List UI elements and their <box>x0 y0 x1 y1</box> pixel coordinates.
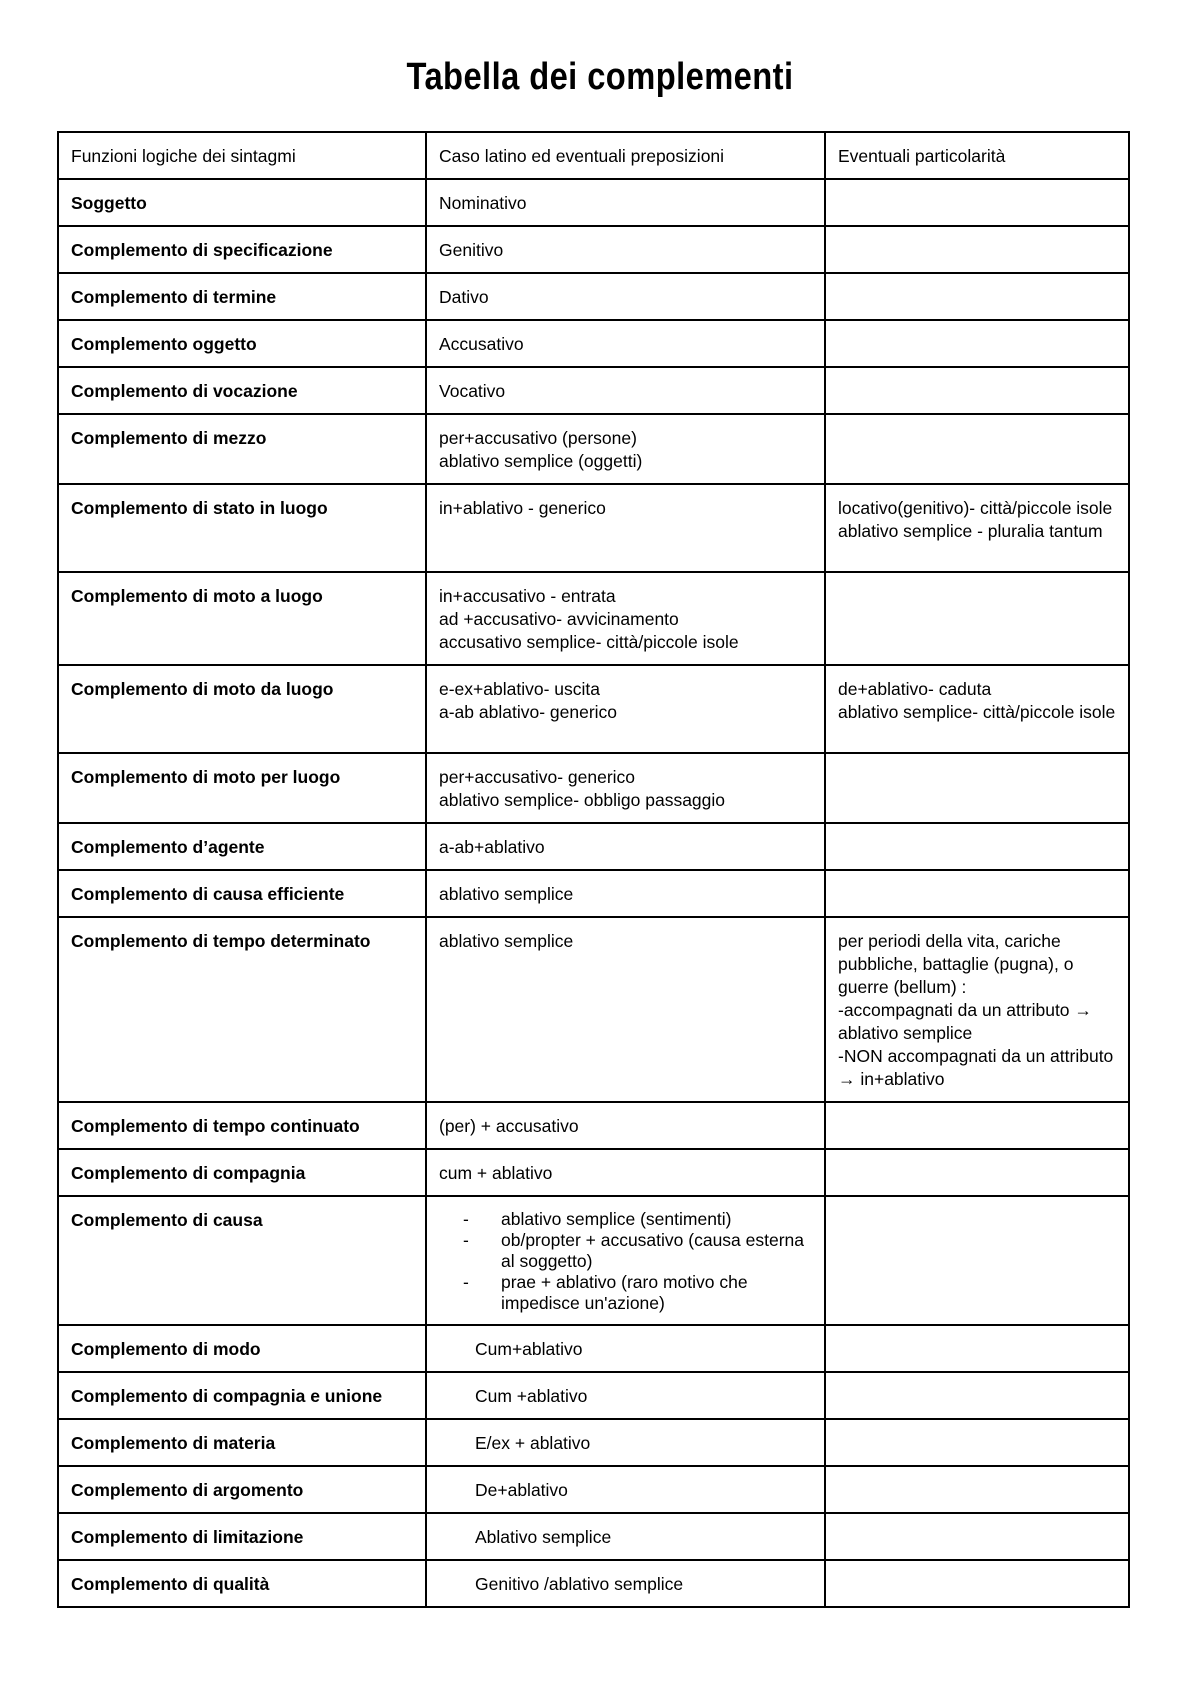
table-row <box>58 1372 1129 1419</box>
notes-cell <box>825 1419 1129 1466</box>
notes-cell <box>825 870 1129 917</box>
function-cell: Complemento di moto da luogo <box>58 665 426 753</box>
function-cell: Complemento di argomento <box>58 1466 426 1513</box>
case-line: Vocativo <box>439 381 506 401</box>
case-line: Genitivo /ablativo semplice <box>475 1574 684 1594</box>
notes-cell <box>825 753 1129 823</box>
notes-cell <box>825 367 1129 414</box>
case-line: accusativo semplice- città/piccole isole <box>439 632 739 652</box>
case-line: in+accusativo - entrata <box>439 586 616 606</box>
table-row <box>58 753 1129 823</box>
case-line: Dativo <box>439 287 489 307</box>
notes-cell <box>825 226 1129 273</box>
function-cell: Complemento di termine <box>58 273 426 320</box>
case-list-item: - ob/propter + accusativo (causa esterna al soggetto) <box>463 1230 814 1272</box>
function-cell: Complemento di specificazione <box>58 226 426 273</box>
notes-cell <box>825 1513 1129 1560</box>
case-line: ablativo semplice <box>439 931 574 951</box>
case-cell <box>426 367 825 414</box>
case-cell <box>426 179 825 226</box>
table-header-row <box>58 132 1129 179</box>
notes-cell <box>825 1102 1129 1149</box>
table-row <box>58 665 1129 753</box>
note-line: per periodi della vita, cariche pubbliche, battaglie (pugna), o guerre (bellum) : <box>838 931 1074 997</box>
notes-cell <box>825 1560 1129 1607</box>
table-row <box>58 1149 1129 1196</box>
table-row <box>58 1196 1129 1325</box>
table-row <box>58 1466 1129 1513</box>
case-cell <box>426 1560 825 1607</box>
case-cell <box>426 572 825 665</box>
notes-cell <box>825 665 1129 753</box>
table-row <box>58 1419 1129 1466</box>
function-cell: Complemento di stato in luogo <box>58 484 426 572</box>
table-row <box>58 917 1129 1102</box>
function-cell: Complemento di compagnia <box>58 1149 426 1196</box>
function-cell: Complemento oggetto <box>58 320 426 367</box>
case-cell <box>426 1466 825 1513</box>
function-cell: Soggetto <box>58 179 426 226</box>
header-cell: Eventuali particolarità <box>825 132 1129 179</box>
note-line: -accompagnati da un attributo → ablativo semplice <box>838 1000 1092 1043</box>
case-cell <box>426 1513 825 1560</box>
notes-cell <box>825 1149 1129 1196</box>
function-cell: Complemento di causa <box>58 1196 426 1325</box>
function-cell: Complemento di modo <box>58 1325 426 1372</box>
case-cell <box>426 484 825 572</box>
notes-cell <box>825 823 1129 870</box>
note-line: -NON accompagnati da un attributo → in+ablativo <box>838 1046 1114 1089</box>
notes-cell <box>825 572 1129 665</box>
case-line: Cum+ablativo <box>475 1339 583 1359</box>
case-line: a-ab+ablativo <box>439 837 545 857</box>
case-line: a-ab ablativo- generico <box>439 702 618 722</box>
notes-cell <box>825 1196 1129 1325</box>
function-cell: Complemento di materia <box>58 1419 426 1466</box>
case-line: ad +accusativo- avvicinamento <box>439 609 679 629</box>
notes-cell <box>825 273 1129 320</box>
case-line: per+accusativo (persone) <box>439 428 637 448</box>
case-line: De+ablativo <box>475 1480 568 1500</box>
function-cell: Complemento d’agente <box>58 823 426 870</box>
header-cell: Funzioni logiche dei sintagmi <box>58 132 426 179</box>
case-line: ablativo semplice (oggetti) <box>439 451 643 471</box>
table-row <box>58 572 1129 665</box>
table-row <box>58 320 1129 367</box>
case-line: per+accusativo- generico <box>439 767 636 787</box>
notes-cell <box>825 414 1129 484</box>
notes-cell <box>825 179 1129 226</box>
case-list-item: - prae + ablativo (raro motivo che impedisce un'azione) <box>463 1272 814 1314</box>
case-cell <box>426 870 825 917</box>
case-cell <box>426 1149 825 1196</box>
note-line: de+ablativo- caduta <box>838 679 992 699</box>
complements-table <box>57 131 1130 1608</box>
case-cell <box>426 1419 825 1466</box>
case-line: Genitivo <box>439 240 504 260</box>
case-line: e-ex+ablativo- uscita <box>439 679 600 699</box>
case-line: Cum +ablativo <box>475 1386 588 1406</box>
case-cell <box>426 320 825 367</box>
header-cell: Caso latino ed eventuali preposizioni <box>426 132 825 179</box>
case-line: Nominativo <box>439 193 527 213</box>
table-row <box>58 179 1129 226</box>
case-cell <box>426 1102 825 1149</box>
case-cell <box>426 823 825 870</box>
notes-cell <box>825 484 1129 572</box>
table-body <box>58 132 1129 1607</box>
case-cell <box>426 1372 825 1419</box>
case-line: ablativo semplice <box>439 884 574 904</box>
function-cell: Complemento di moto a luogo <box>58 572 426 665</box>
case-line: ablativo semplice- obbligo passaggio <box>439 790 726 810</box>
case-line: Accusativo <box>439 334 524 354</box>
case-line: cum + ablativo <box>439 1163 553 1183</box>
case-cell <box>426 1196 825 1325</box>
case-cell <box>426 226 825 273</box>
notes-cell <box>825 1466 1129 1513</box>
table-row <box>58 367 1129 414</box>
case-cell <box>426 917 825 1102</box>
table-row <box>58 1102 1129 1149</box>
table-row <box>58 226 1129 273</box>
case-cell <box>426 273 825 320</box>
table-row <box>58 823 1129 870</box>
function-cell: Complemento di moto per luogo <box>58 753 426 823</box>
function-cell: Complemento di qualità <box>58 1560 426 1607</box>
notes-cell <box>825 1372 1129 1419</box>
case-cell <box>426 665 825 753</box>
case-cell <box>426 1325 825 1372</box>
note-line: locativo(genitivo)- città/piccole isole <box>838 498 1113 518</box>
note-line: ablativo semplice- città/piccole isole <box>838 702 1116 722</box>
case-line: E/ex + ablativo <box>475 1433 591 1453</box>
case-line: in+ablativo - generico <box>439 498 606 518</box>
table-row <box>58 1513 1129 1560</box>
notes-cell <box>825 917 1129 1102</box>
function-cell: Complemento di tempo continuato <box>58 1102 426 1149</box>
table-row <box>58 1325 1129 1372</box>
function-cell: Complemento di causa efficiente <box>58 870 426 917</box>
function-cell: Complemento di compagnia e unione <box>58 1372 426 1419</box>
function-cell: Complemento di limitazione <box>58 1513 426 1560</box>
notes-cell <box>825 320 1129 367</box>
note-line: ablativo semplice - pluralia tantum <box>838 521 1103 541</box>
table-row <box>58 273 1129 320</box>
notes-cell <box>825 1325 1129 1372</box>
case-line: Ablativo semplice <box>475 1527 612 1547</box>
table-row <box>58 414 1129 484</box>
document-title: Tabella dei complementi <box>406 56 794 98</box>
case-cell <box>426 414 825 484</box>
function-cell: Complemento di tempo determinato <box>58 917 426 1102</box>
table-row <box>58 484 1129 572</box>
function-cell: Complemento di vocazione <box>58 367 426 414</box>
function-cell: Complemento di mezzo <box>58 414 426 484</box>
case-line: (per) + accusativo <box>439 1116 579 1136</box>
case-cell <box>426 753 825 823</box>
table-row <box>58 870 1129 917</box>
case-list <box>439 1209 814 1314</box>
table-row <box>58 1560 1129 1607</box>
case-list-item: - ablativo semplice (sentimenti) <box>463 1209 814 1230</box>
